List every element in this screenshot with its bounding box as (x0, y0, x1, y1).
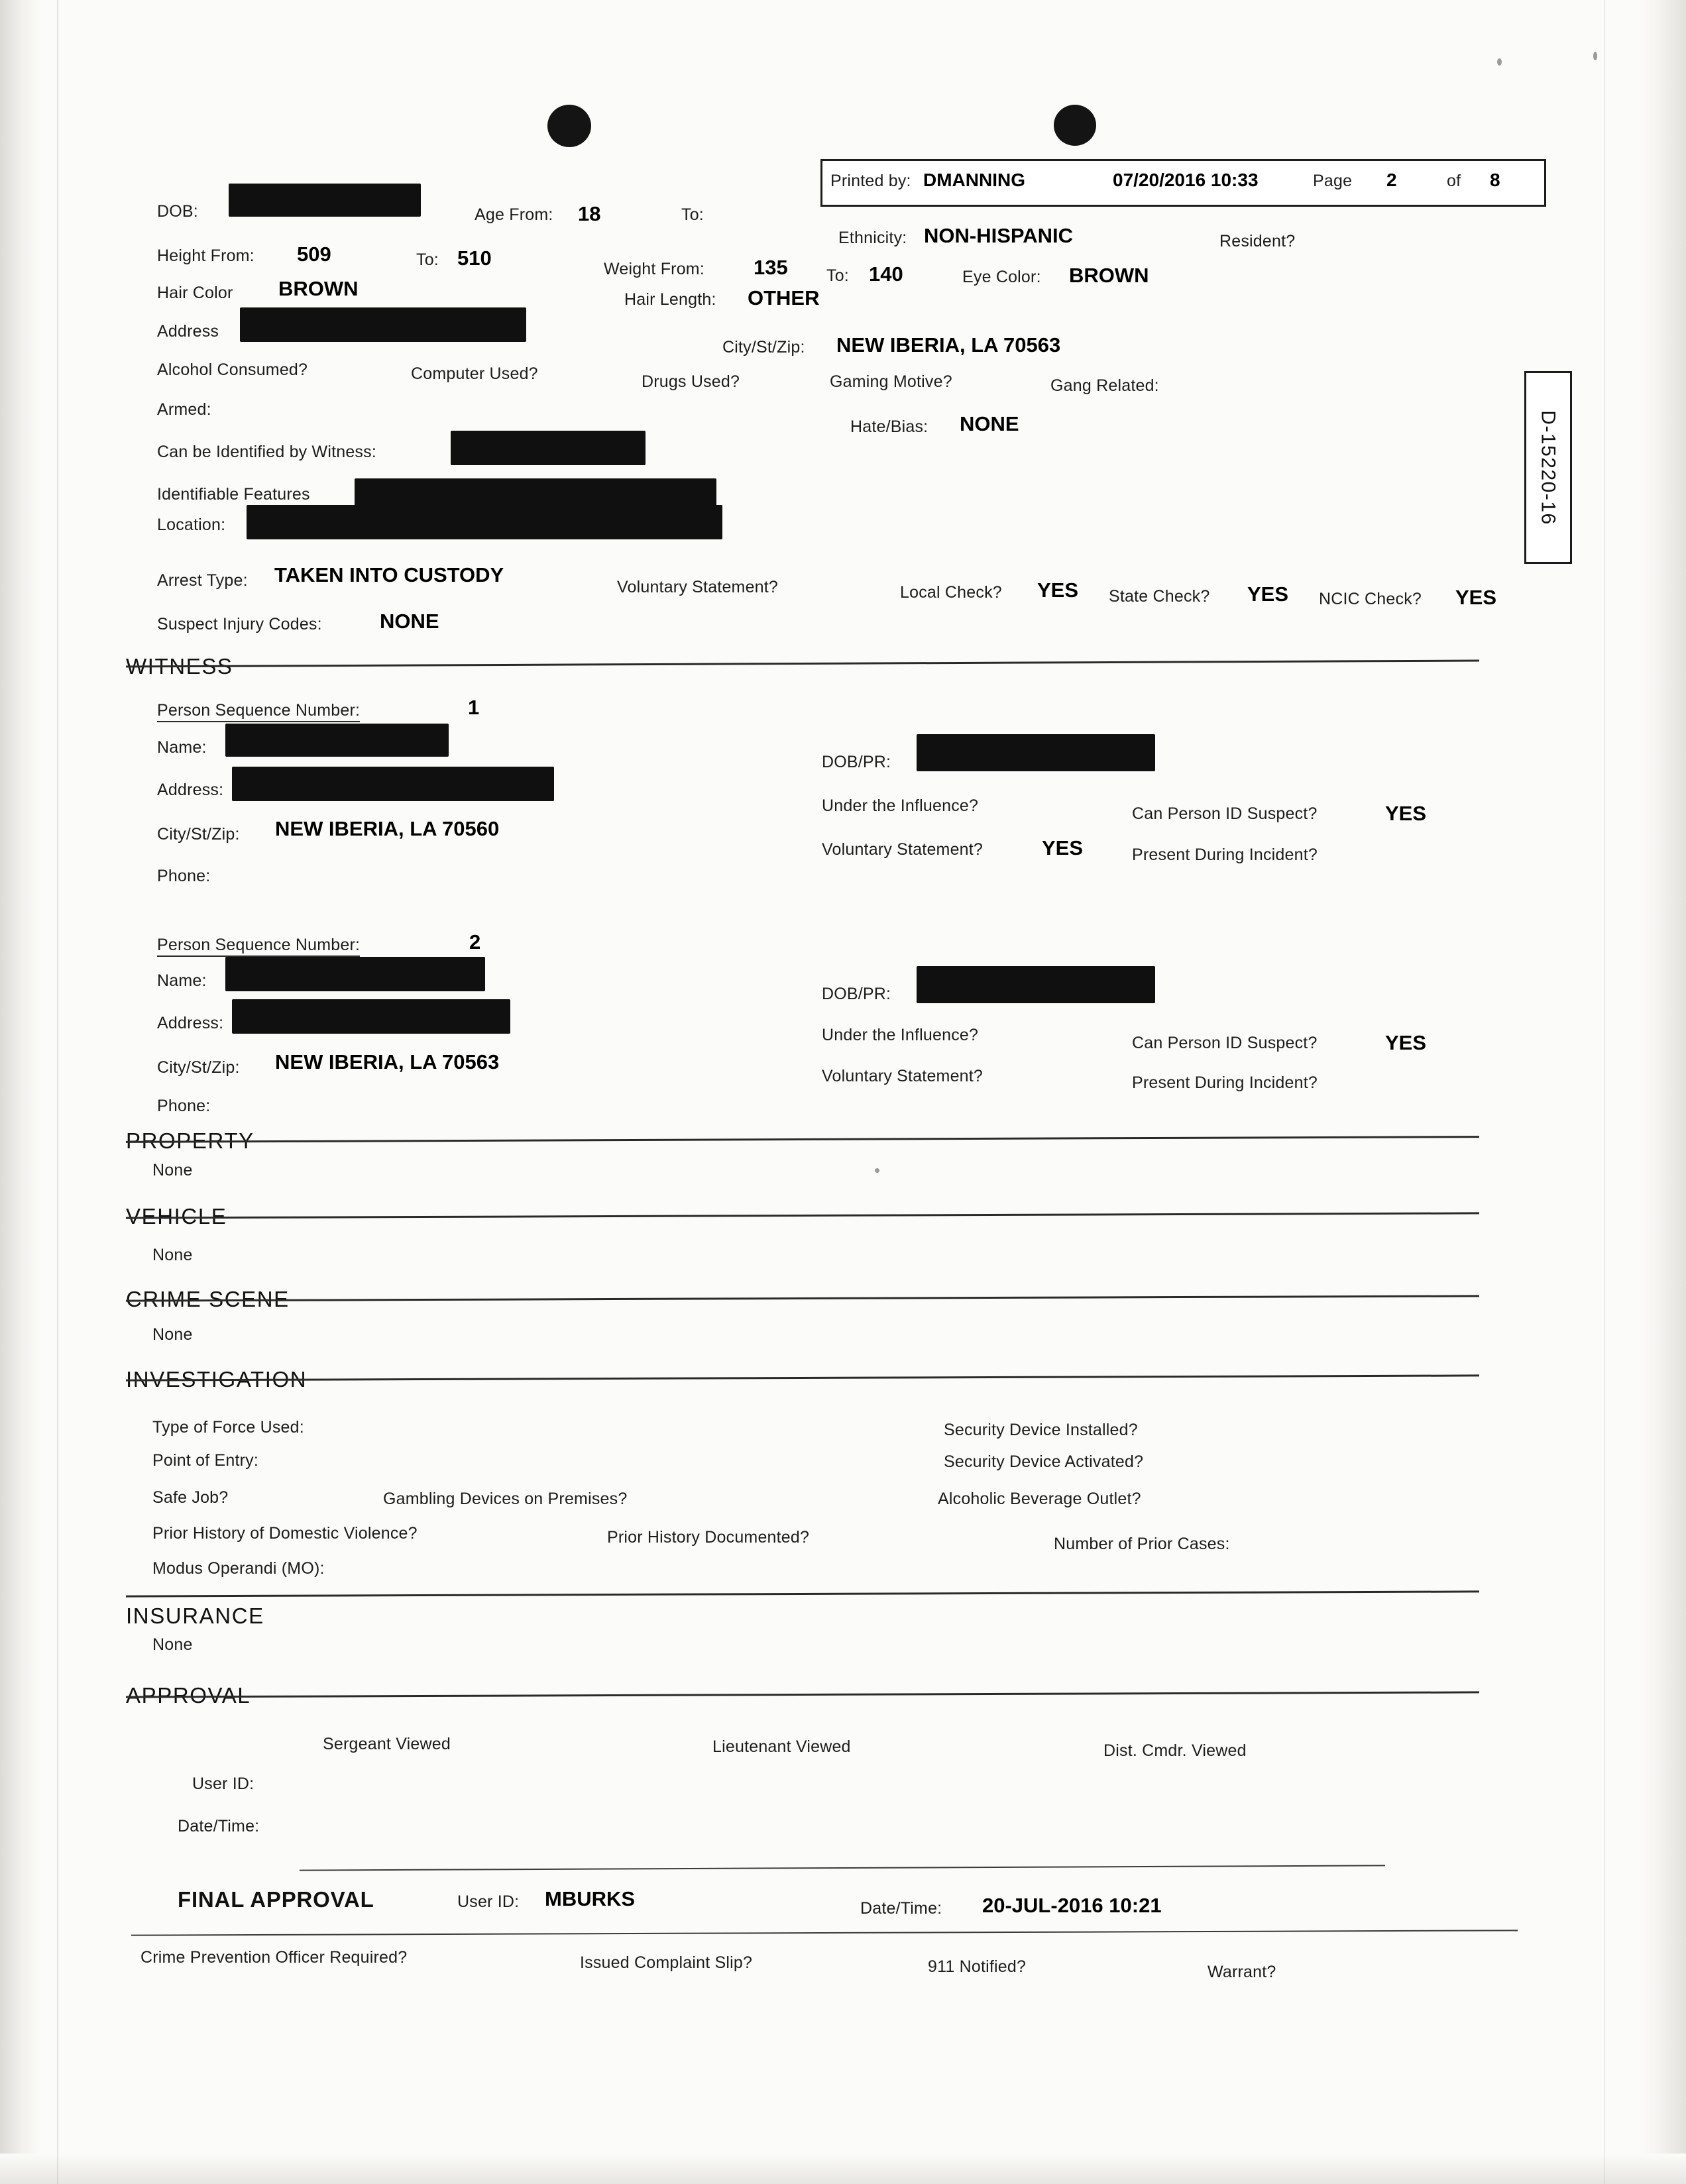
height-from-value: 509 (297, 243, 331, 266)
city-state-zip-label: City/St/Zip: (722, 338, 805, 356)
suspect-injury-label: Suspect Injury Codes: (157, 615, 322, 633)
security-installed-label: Security Device Installed? (944, 1421, 1138, 1439)
redaction-witness-1-name (225, 724, 449, 757)
witness-1-phone-label: Phone: (157, 867, 211, 885)
weight-to-label: To: (826, 266, 849, 285)
redaction-witness-1-address (232, 767, 554, 801)
prior-history-documented-label: Prior History Documented? (607, 1528, 810, 1547)
redaction-witness-2-dobpr (917, 966, 1155, 1003)
witness-2-address-label: Address: (157, 1014, 224, 1032)
final-user-id-label: User ID: (457, 1892, 520, 1911)
page-number: 2 (1386, 170, 1397, 190)
ethnicity-value: NON-HISPANIC (924, 224, 1074, 247)
witness-1-voluntary-label: Voluntary Statement? (822, 840, 984, 859)
witness-2-present-label: Present During Incident? (1132, 1073, 1318, 1092)
crime-scene-content: None (152, 1325, 193, 1344)
approval-date-time-label: Date/Time: (178, 1817, 260, 1835)
witness-1-present-label: Present During Incident? (1132, 846, 1318, 864)
gang-related-label: Gang Related: (1050, 376, 1159, 395)
final-approval-label: FINAL APPROVAL (178, 1887, 374, 1912)
notified-911-label: 911 Notified? (928, 1957, 1027, 1976)
witness-2-phone-label: Phone: (157, 1097, 211, 1115)
identified-by-witness-label: Can be Identified by Witness: (157, 443, 376, 461)
point-of-entry-label: Point of Entry: (152, 1451, 259, 1470)
witness-2-can-id-value: YES (1385, 1031, 1427, 1054)
alcoholic-beverage-outlet-label: Alcoholic Beverage Outlet? (938, 1490, 1141, 1508)
section-divider-property (126, 1136, 1479, 1143)
section-heading-crime-scene: CRIME SCENE (126, 1287, 290, 1311)
section-divider-approval (126, 1691, 1479, 1698)
section-divider-insurance (126, 1590, 1479, 1597)
arrest-type-value: TAKEN INTO CUSTODY (274, 563, 504, 586)
witness-2-dobpr-label: DOB/PR: (822, 985, 891, 1003)
hair-color-label: Hair Color (157, 284, 233, 302)
identifiable-features-label: Identifiable Features (157, 485, 310, 504)
section-divider-vehicle (126, 1212, 1479, 1219)
age-from-label: Age From: (475, 205, 553, 224)
final-date-time-label: Date/Time: (860, 1899, 942, 1918)
security-activated-label: Security Device Activated? (944, 1452, 1144, 1471)
age-to-label: To: (681, 205, 704, 224)
scan-speck (875, 1168, 879, 1173)
witness-1-seq-label: Person Sequence Number: (157, 701, 360, 722)
suspect-injury-value: NONE (380, 610, 439, 633)
height-to-label: To: (416, 250, 439, 269)
modus-operandi-label: Modus Operandi (MO): (152, 1559, 325, 1578)
scan-speck (1593, 52, 1597, 60)
page-total: 8 (1490, 170, 1500, 190)
dist-cmdr-viewed-label: Dist. Cmdr. Viewed (1103, 1741, 1247, 1760)
number-prior-cases-label: Number of Prior Cases: (1054, 1535, 1230, 1553)
state-check-value: YES (1247, 582, 1289, 606)
insurance-content: None (152, 1635, 193, 1654)
witness-1-can-id-label: Can Person ID Suspect? (1132, 804, 1318, 823)
address-label: Address (157, 322, 219, 341)
age-from-value: 18 (578, 202, 601, 225)
redaction-identifiable-features (355, 478, 716, 506)
issued-complaint-slip-label: Issued Complaint Slip? (580, 1953, 753, 1972)
printed-by-value: DMANNING (923, 170, 1025, 190)
alcohol-consumed-label: Alcohol Consumed? (157, 360, 308, 379)
section-divider-investigation (126, 1374, 1479, 1381)
approval-user-id-label: User ID: (192, 1774, 254, 1793)
warrant-label: Warrant? (1208, 1963, 1276, 1981)
redaction-dob (229, 184, 421, 217)
armed-label: Armed: (157, 400, 211, 419)
printed-datetime: 07/20/2016 10:33 (1113, 170, 1259, 190)
witness-1-can-id-value: YES (1385, 802, 1427, 825)
redaction-witness-1-dobpr (917, 734, 1155, 771)
witness-2-city-value: NEW IBERIA, LA 70563 (275, 1050, 500, 1073)
local-check-label: Local Check? (900, 583, 1002, 602)
section-heading-witness: WITNESS (126, 654, 233, 679)
ncic-check-value: YES (1455, 586, 1497, 609)
location-label: Location: (157, 516, 226, 534)
weight-from-value: 135 (754, 256, 788, 279)
section-heading-approval: APPROVAL (126, 1683, 251, 1708)
hair-color-value: BROWN (278, 277, 359, 300)
witness-2-seq-value: 2 (469, 930, 481, 954)
redaction-witness-2-address (232, 999, 510, 1034)
final-date-time-value: 20-JUL-2016 10:21 (982, 1894, 1162, 1917)
redaction-identified-by-witness (451, 431, 646, 465)
approval-signature-rule (300, 1865, 1385, 1871)
section-heading-insurance: INSURANCE (126, 1604, 264, 1628)
state-check-label: State Check? (1109, 587, 1210, 606)
gambling-devices-label: Gambling Devices on Premises? (383, 1490, 628, 1508)
section-heading-investigation: INVESTIGATION (126, 1367, 308, 1392)
computer-used-label: Computer Used? (411, 364, 538, 383)
redaction-address (240, 307, 526, 342)
voluntary-statement-label: Voluntary Statement? (617, 578, 779, 596)
witness-1-under-influence-label: Under the Influence? (822, 796, 979, 815)
witness-1-name-label: Name: (157, 738, 207, 757)
hair-length-value: OTHER (748, 286, 820, 309)
witness-2-city-label: City/St/Zip: (157, 1058, 240, 1077)
scan-speck (1497, 58, 1502, 66)
witness-1-city-label: City/St/Zip: (157, 825, 240, 844)
safe-job-label: Safe Job? (152, 1488, 229, 1507)
gaming-motive-label: Gaming Motive? (830, 372, 952, 391)
witness-2-voluntary-label: Voluntary Statement? (822, 1067, 984, 1085)
of-label: of (1447, 172, 1461, 190)
witness-1-seq-value: 1 (468, 696, 480, 719)
print-header-bar (820, 159, 1546, 207)
hate-bias-value: NONE (960, 412, 1019, 435)
witness-2-under-influence-label: Under the Influence? (822, 1026, 979, 1044)
height-from-label: Height From: (157, 246, 254, 265)
sergeant-viewed-label: Sergeant Viewed (323, 1735, 451, 1753)
section-divider-crime-scene (126, 1295, 1479, 1301)
crime-prevention-officer-label: Crime Prevention Officer Required? (140, 1948, 408, 1967)
page-label: Page (1313, 172, 1353, 190)
redaction-location (247, 505, 722, 539)
hair-length-label: Hair Length: (624, 290, 716, 309)
height-to-value: 510 (457, 246, 492, 270)
dob-label: DOB: (157, 202, 198, 221)
witness-1-dobpr-label: DOB/PR: (822, 753, 891, 771)
eye-color-value: BROWN (1069, 264, 1149, 287)
evidence-side-stamp (1524, 371, 1572, 564)
resident-label: Resident? (1219, 232, 1296, 250)
section-divider-witness (126, 660, 1479, 668)
arrest-type-label: Arrest Type: (157, 571, 248, 590)
section-heading-property: PROPERTY (126, 1128, 254, 1153)
witness-2-seq-label: Person Sequence Number: (157, 936, 360, 957)
ncic-check-label: NCIC Check? (1319, 590, 1422, 608)
witness-2-name-label: Name: (157, 971, 207, 990)
type-of-force-label: Type of Force Used: (152, 1418, 304, 1437)
weight-to-value: 140 (869, 262, 903, 286)
local-check-value: YES (1037, 578, 1079, 602)
side-stamp-text: D-15220-16 (1538, 410, 1559, 525)
hate-bias-label: Hate/Bias: (850, 417, 928, 436)
redaction-witness-2-name (225, 957, 485, 991)
lieutenant-viewed-label: Lieutenant Viewed (712, 1737, 851, 1756)
witness-2-can-id-label: Can Person ID Suspect? (1132, 1034, 1318, 1052)
printed-by-label: Printed by: (830, 172, 911, 190)
drugs-used-label: Drugs Used? (642, 372, 740, 391)
hole-punch-mark-right (1054, 105, 1096, 146)
weight-from-label: Weight From: (604, 260, 704, 278)
city-state-zip-value: NEW IBERIA, LA 70563 (836, 333, 1061, 356)
hole-punch-mark-left (547, 105, 591, 147)
witness-1-address-label: Address: (157, 781, 224, 799)
witness-1-city-value: NEW IBERIA, LA 70560 (275, 817, 500, 840)
footer-divider (131, 1930, 1518, 1936)
vehicle-content: None (152, 1246, 193, 1264)
section-heading-vehicle: VEHICLE (126, 1204, 227, 1228)
prior-history-dv-label: Prior History of Domestic Violence? (152, 1524, 418, 1543)
property-content: None (152, 1161, 193, 1179)
final-user-id-value: MBURKS (545, 1887, 636, 1910)
eye-color-label: Eye Color: (962, 268, 1041, 286)
ethnicity-label: Ethnicity: (838, 229, 907, 247)
witness-1-voluntary-value: YES (1042, 836, 1084, 859)
